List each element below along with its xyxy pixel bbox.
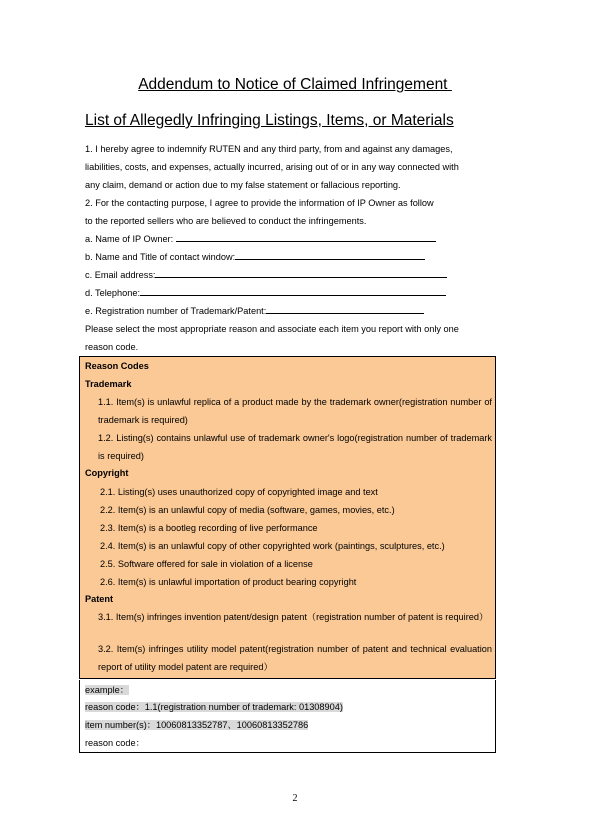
- reason-item: 2.2. Item(s) is an unlawful copy of media (software, games, movies, etc.): [100, 505, 395, 515]
- paragraph-line: 2. For the contacting purpose, I agree to provide the information of IP Owner as follow: [85, 198, 434, 208]
- field-telephone: [85, 284, 505, 302]
- paragraph-line: liabilities, costs, and expenses, actually incurred, arising out of or in any way connected with: [85, 162, 459, 172]
- body-text: [85, 140, 505, 356]
- field-ip-owner: [85, 230, 505, 248]
- ip-owner-blank-line: [176, 231, 436, 242]
- reason-item: 2.1. Listing(s) uses unauthorized copy of copyrighted image and text: [100, 487, 378, 497]
- field-label: d. Telephone:: [85, 288, 141, 298]
- reason-item: 2.5. Software offered for sale in violation of a license: [100, 559, 313, 569]
- example-box: [79, 680, 496, 753]
- reason-item: 3.1. Item(s) infringes invention patent/design patent（registration number of patent is required）: [98, 612, 489, 622]
- reason-codes-box: [79, 356, 496, 679]
- trademark-heading: Trademark: [85, 379, 132, 389]
- field-email: [85, 266, 505, 284]
- registration-number-blank-line: [266, 303, 424, 314]
- reason-item: 1.2. Listing(s) contains unlawful use of trademark owner's logo(registration number of trademark is required): [98, 433, 492, 461]
- page-number: 2: [292, 793, 298, 804]
- reason-item: 2.4. Item(s) is an unlawful copy of other copyrighted work (paintings, sculptures, etc.): [100, 541, 445, 551]
- field-registration-number: [85, 302, 505, 320]
- email-blank-line: [155, 267, 447, 278]
- example-reason-code: reason code：1.1(registration number of trademark: 01308904): [85, 702, 343, 712]
- instruction-line: reason code.: [85, 342, 139, 352]
- paragraph-line: to the reported sellers who are believed to conduct the infringements.: [85, 216, 367, 226]
- reason-item: 3.2. Item(s) infringes utility model patent(registration number of patent and technical evaluation report of utility model patent are required）: [98, 644, 492, 672]
- paragraph-line: 1. I hereby agree to indemnify RUTEN and any third party, from and against any damages,: [85, 144, 453, 154]
- instruction-line: Please select the most appropriate reason and associate each item you report with only one: [85, 324, 459, 334]
- field-contact-window: [85, 248, 505, 266]
- example-item-numbers: item number(s)：10060813352787、10060813352786: [85, 720, 309, 730]
- paragraph-line: any claim, demand or action due to my false statement or fallacious reporting.: [85, 180, 401, 190]
- page-title: Addendum to Notice of Claimed Infringement: [138, 76, 452, 93]
- reason-item: 1.1. Item(s) is unlawful replica of a product made by the trademark owner(registration number of trademark is required): [98, 397, 492, 425]
- telephone-blank-line: [140, 285, 446, 296]
- field-label: b. Name and Title of contact window:: [85, 252, 236, 262]
- section-title: List of Allegedly Infringing Listings, Items, or Materials: [85, 112, 454, 129]
- field-label: c. Email address:: [85, 270, 156, 280]
- reason-item: 2.3. Item(s) is a bootleg recording of live performance: [100, 523, 318, 533]
- copyright-heading: Copyright: [85, 468, 129, 478]
- contact-window-blank-line: [235, 249, 425, 260]
- example-reason-code-blank: reason code：: [85, 738, 145, 748]
- reason-codes-heading: Reason Codes: [85, 361, 149, 371]
- field-label: a. Name of IP Owner:: [85, 234, 174, 244]
- reason-item: 2.6. Item(s) is unlawful importation of product bearing copyright: [100, 577, 357, 587]
- patent-heading: Patent: [85, 594, 114, 604]
- field-label: e. Registration number of Trademark/Patent:: [85, 306, 267, 316]
- example-label: example：: [85, 685, 129, 695]
